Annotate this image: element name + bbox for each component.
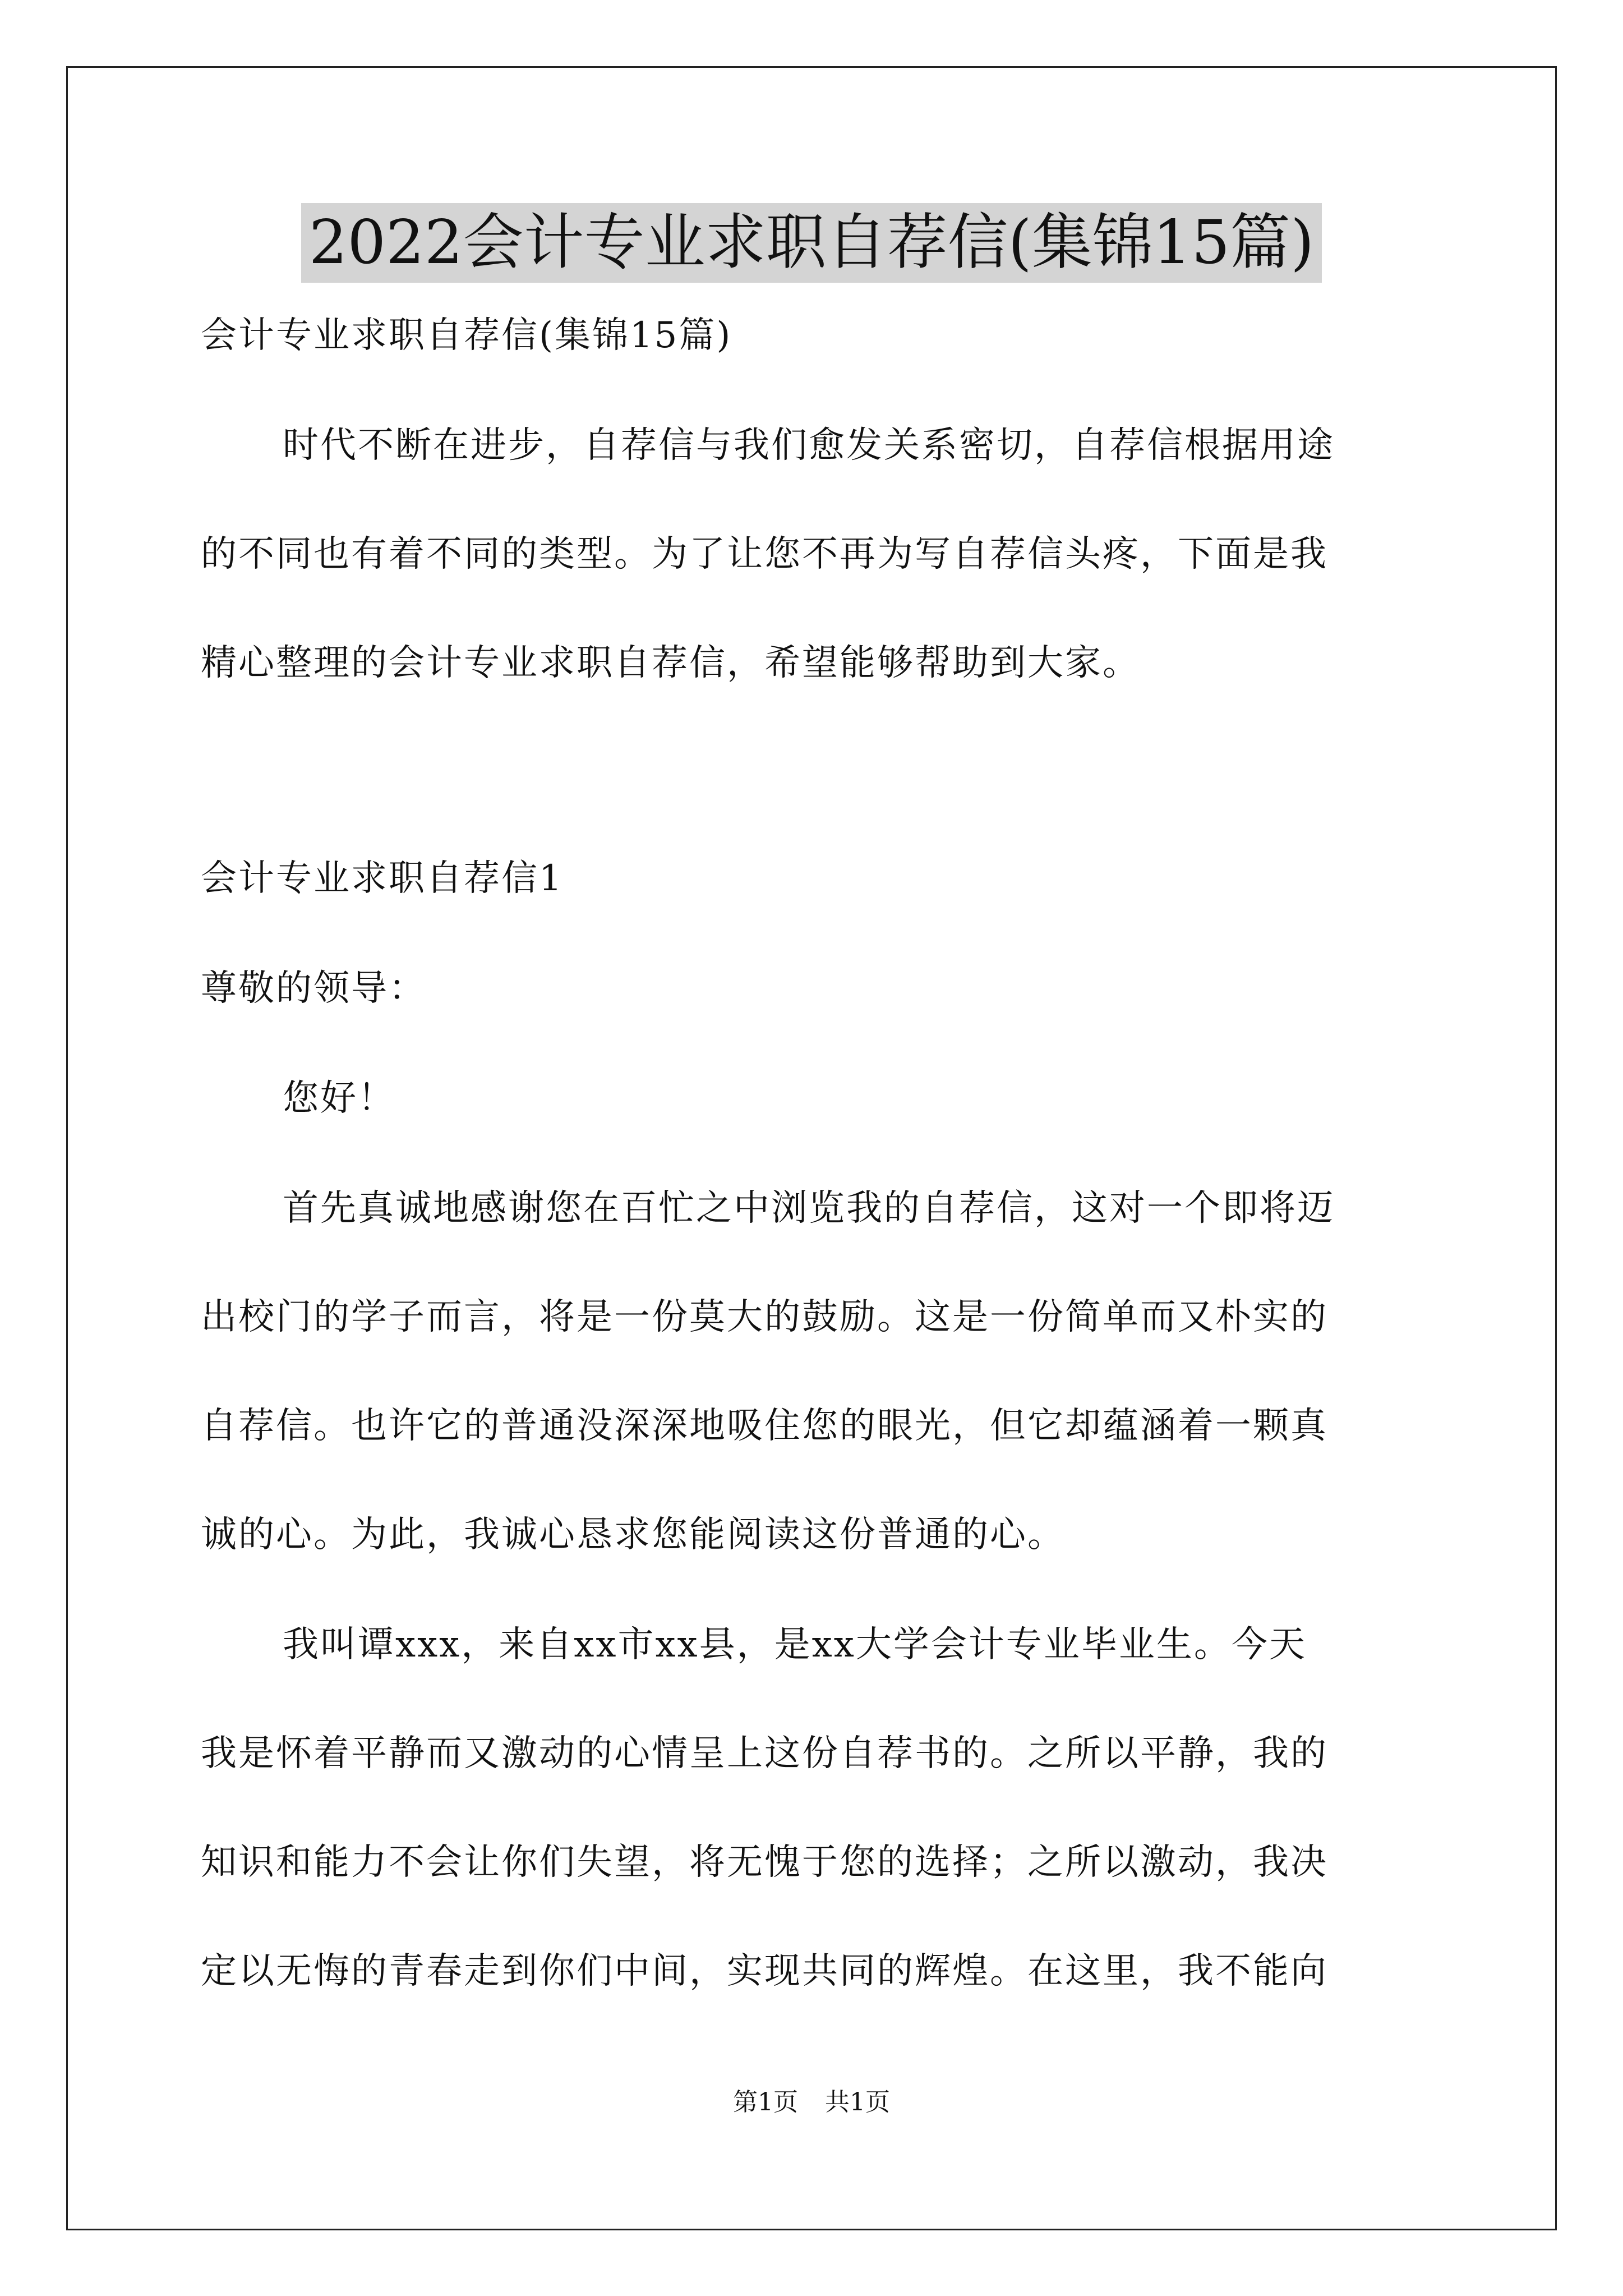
paragraph-2 <box>201 1618 1435 1998</box>
paragraph-line: 诚的心。为此，我诚心恳求您能阅读这份普通的心。 <box>201 1514 1065 1556</box>
document-body <box>201 309 1435 1998</box>
intro-line: 的不同也有着不同的类型。为了让您不再为写自荐信头疼，下面是我 <box>201 533 1328 575</box>
paragraph-line: 我是怀着平静而又激动的心情呈上这份自荐书的。之所以平静，我的 <box>201 1733 1328 1774</box>
page-footer <box>0 2086 1623 2119</box>
title-area <box>0 203 1623 283</box>
document-title: 2022会计专业求职自荐信(集锦15篇) <box>301 203 1322 283</box>
paragraph-line: 首先真诚地感谢您在百忙之中浏览我的自荐信，这对一个即将迈 <box>283 1188 1335 1229</box>
paragraph-1 <box>201 1181 1435 1562</box>
paragraph-line: 我叫谭xxx，来自xx市xx县，是xx大学会计专业毕业生。今天 <box>283 1624 1307 1665</box>
salutation: 尊敬的领导： <box>201 968 426 1009</box>
intro-line: 时代不断在进步，自荐信与我们愈发关系密切，自荐信根据用途 <box>283 425 1335 466</box>
page-number: 第1页 <box>733 2088 798 2116</box>
paragraph-line: 出校门的学子而言，将是一份莫大的鼓励。这是一份简单而又朴实的 <box>201 1296 1328 1338</box>
paragraph-line: 定以无悔的青春走到你们中间，实现共同的辉煌。在这里，我不能向 <box>201 1950 1328 1992</box>
intro-paragraph <box>201 418 1435 690</box>
paragraph-line: 自荐信。也许它的普通没深深地吸住您的眼光，但它却蕴涵着一颗真 <box>201 1405 1328 1447</box>
document-subtitle: 会计专业求职自荐信(集锦15篇) <box>201 315 732 356</box>
letter-heading: 会计专业求职自荐信1 <box>201 858 564 899</box>
paragraph-line: 知识和能力不会让你们失望，将无愧于您的选择；之所以激动，我决 <box>201 1842 1328 1883</box>
page-total: 共1页 <box>825 2088 890 2116</box>
intro-line: 精心整理的会计专业求职自荐信，希望能够帮助到大家。 <box>201 642 1140 684</box>
greeting: 您好！ <box>283 1078 395 1119</box>
